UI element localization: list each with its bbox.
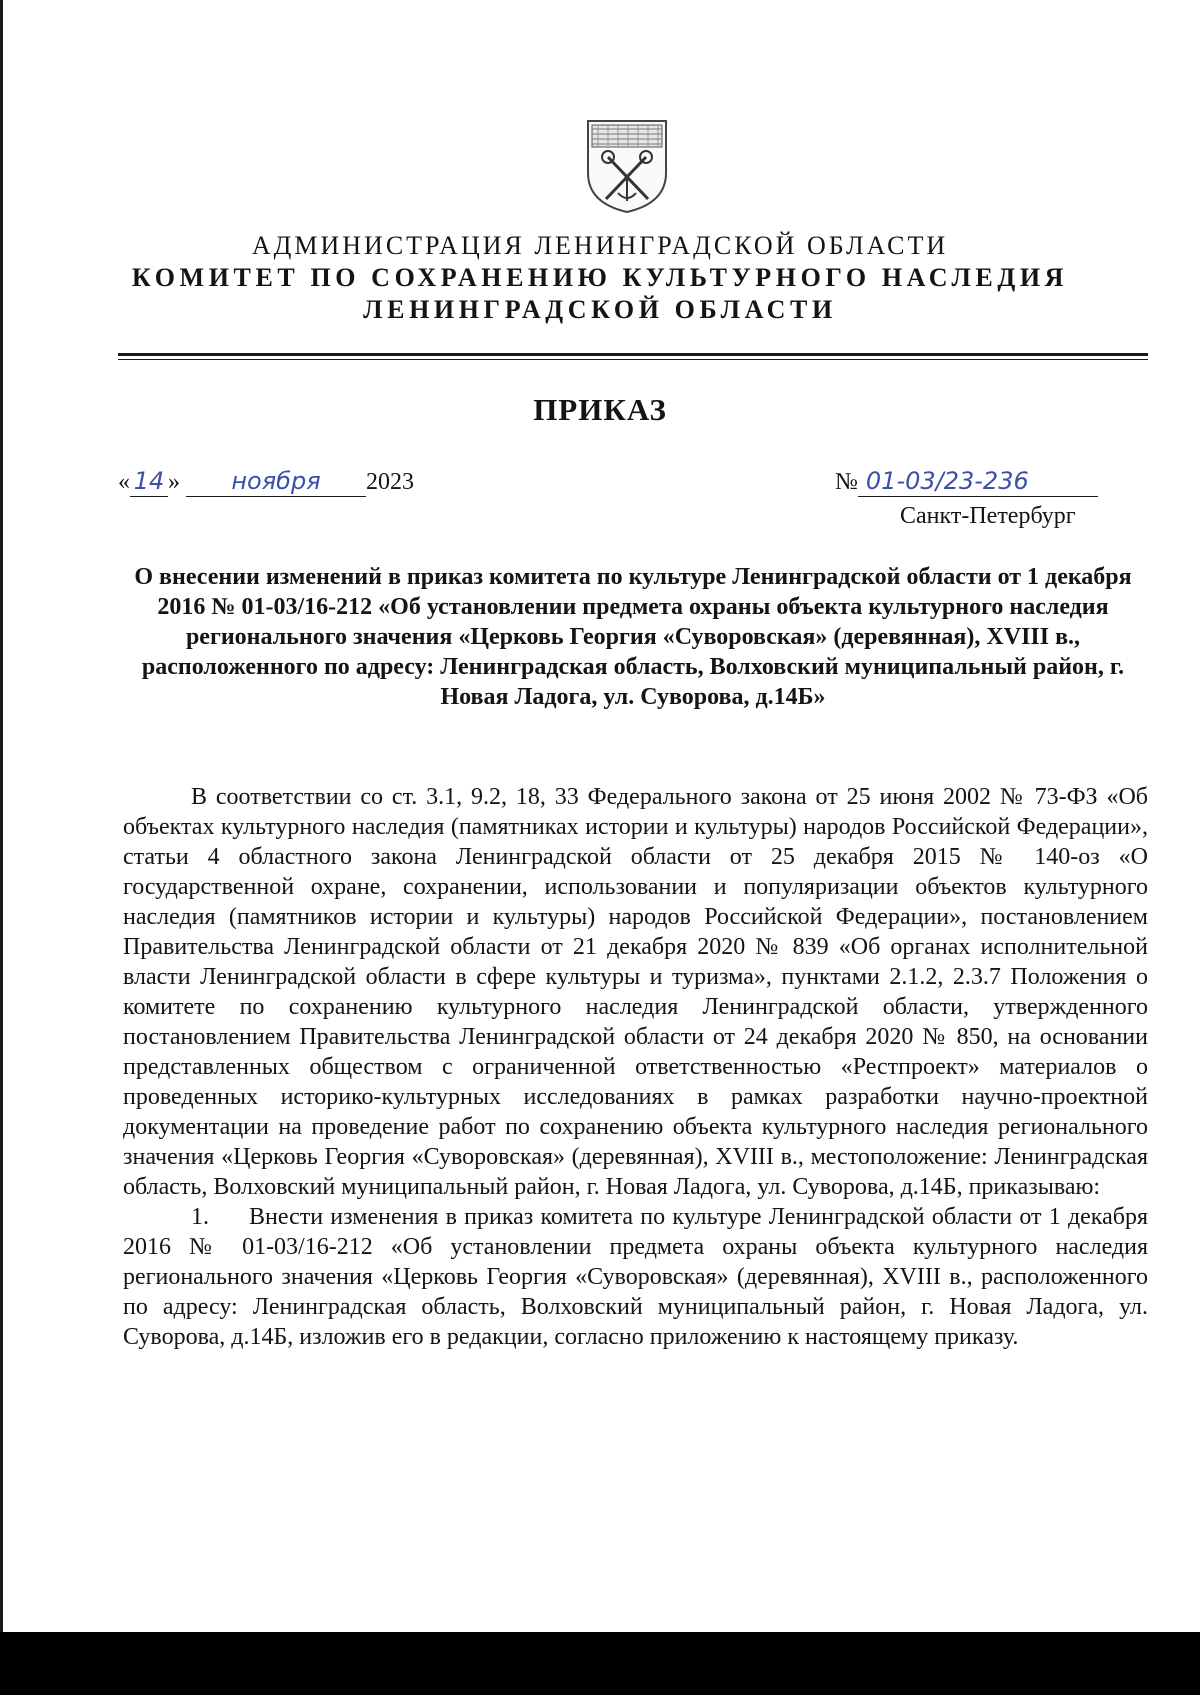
order-subject-heading: О внесении изменений в приказ комитета по культуре Ленинградской области от 1 декабря 2016 № 01-03/16-212 «Об установлении предмета охраны объекта культурного наследия регионального значения «Церковь Георгия «Суворовская» (деревянная), XVIII в., расположенного по адресу: Ленинградская область, Волховский муниципальный район, г. Новая Ладога, ул. Суворова, д.14Б»	[134, 564, 1132, 710]
order-body	[123, 782, 1148, 1352]
coat-of-arms-icon	[582, 115, 672, 215]
committee-name: КОМИТЕТ ПО СОХРАНЕНИЮ КУЛЬТУРНОГО НАСЛЕДИЯ	[131, 263, 1069, 292]
date-day: 14	[130, 466, 168, 497]
number-value: 01-03/23-236	[858, 466, 1098, 497]
scan-bottom-bar	[0, 1632, 1200, 1695]
number-prefix: №	[835, 469, 858, 495]
committee-region: ЛЕНИНГРАДСКОЙ ОБЛАСТИ	[363, 295, 837, 324]
header-divider-thin	[118, 359, 1148, 360]
preamble-paragraph: В соответствии со ст. 3.1, 9.2, 18, 33 Федерального закона от 25 июня 2002 № 73-ФЗ «Об объектах культурного наследия (памятниках истории и культуры) народов Российской Федерации», статьи 4 областного закона Ленинградской области от 25 декабря 2015 № 140-оз «О государственной охране, сохранении, использовании и популяризации объектов культурного наследия (памятников истории и культуры) народов Российской Федерации», постановлением Правительства Ленинградской области от 21 декабря 2020 № 839 «Об органах исполнительной власти Ленинградской области в сфере культуры и туризма», пунктами 2.1.2, 2.3.7 Положения о комитете по сохранению культурного наследия Ленинградской области, утвержденного постановлением Правительства Ленинградской области от 24 декабря 2020 № 850, на основании представленных обществом с ограниченной ответственностью «Рестпроект» материалов о проведенных историко-культурных исследованиях в рамках разработки научно-проектной документации на проведение работ по сохранению объекта культурного наследия регионального значения «Церковь Георгия «Суворовская» (деревянная), XVIII в., местоположение: Ленинградская область, Волховский муниципальный район, г. Новая Ладога, ул. Суворова, д.14Б, приказываю:	[123, 784, 1148, 1200]
document-title: ПРИКАЗ	[533, 392, 667, 427]
list-item	[123, 1202, 1148, 1352]
document-date	[118, 466, 414, 497]
item-number: 1.	[191, 1204, 209, 1230]
agency-name: АДМИНИСТРАЦИЯ ЛЕНИНГРАДСКОЙ ОБЛАСТИ	[251, 231, 949, 260]
date-year: 2023	[366, 469, 414, 495]
date-month: ноября	[186, 466, 366, 497]
header-divider-thick	[118, 353, 1148, 356]
document-place: Санкт-Петербург	[900, 503, 1076, 529]
date-open-quote: «	[118, 469, 130, 495]
document-number	[835, 466, 1098, 497]
date-close-quote: »	[168, 469, 180, 495]
item-text: Внести изменения в приказ комитета по культуре Ленинградской области от 1 декабря 2016 № 01-03/16-212 «Об установлении предмета охраны объекта культурного наследия регионального значения «Церковь Георгия «Суворовская» (деревянная), XVIII в., расположенного по адресу: Ленинградская область, Волховский муниципальный район, г. Новая Ладога, ул. Суворова, д.14Б, изложив его в редакции, согласно приложению к настоящему приказу.	[123, 1204, 1148, 1350]
